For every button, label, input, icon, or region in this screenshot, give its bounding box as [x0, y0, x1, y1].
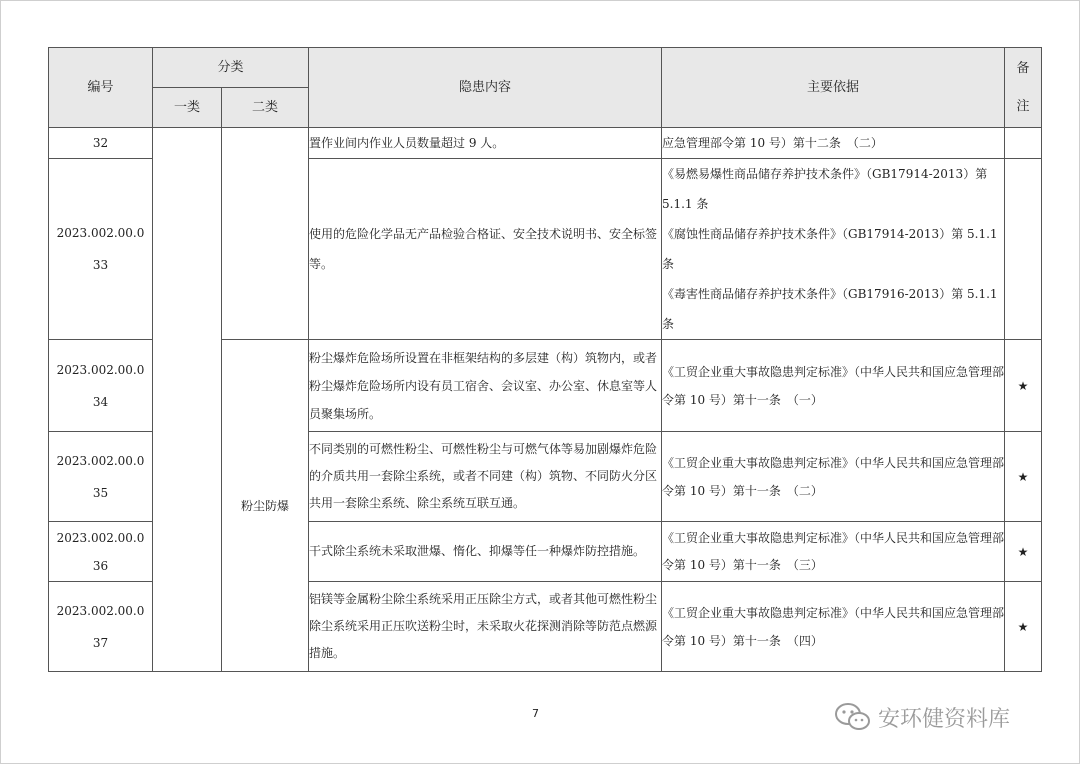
- row-content: 粉尘爆炸危险场所设置在非框架结构的多层建（构）筑物内，或者粉尘爆炸危险场所内设有员工宿舍、会议室、办公室、休息室等人员聚集场所。: [309, 340, 662, 432]
- row-content: 置作业间内作业人员数量超过 9 人。: [309, 128, 662, 159]
- row-basis: 《工贸企业重大事故隐患判定标准》（中华人民共和国应急管理部令第 10 号）第十一条 （二）: [662, 432, 1005, 522]
- header-cat2: 二类: [222, 88, 309, 128]
- hazard-table: [48, 47, 1042, 672]
- row-basis: 应急管理部令第 10 号）第十二条 （二）: [662, 128, 1005, 159]
- header-content: 隐患内容: [309, 48, 662, 128]
- cat2-dust-explosion: 粉尘防爆: [222, 340, 309, 672]
- row-id: 2023.002.00.0 34: [49, 340, 153, 432]
- header-cat1: 一类: [153, 88, 222, 128]
- cat2-cell-empty: [222, 128, 309, 340]
- header-category: 分类: [153, 48, 309, 88]
- wechat-icon: [834, 701, 872, 733]
- row-id: 2023.002.00.0 33: [49, 159, 153, 340]
- row-basis: 《易燃易爆性商品储存养护技术条件》（GB17914-2013）第 5.1.1 条 《腐蚀性商品储存养护技术条件》（GB17914-2013）第 5.1.1 条 《毒害性商品储存养护技术条件》（GB17916-2013）第 5.1.1 条: [662, 159, 1005, 340]
- row-remark: ★: [1005, 340, 1042, 432]
- row-remark: [1005, 159, 1042, 340]
- row-content: 干式除尘系统未采取泄爆、惰化、抑爆等任一种爆炸防控措施。: [309, 522, 662, 582]
- row-remark: ★: [1005, 432, 1042, 522]
- cat1-cell: [153, 128, 222, 672]
- row-id: 2023.002.00.0 35: [49, 432, 153, 522]
- page-number: 7: [532, 707, 539, 720]
- row-content: 使用的危险化学品无产品检验合格证、安全技术说明书、安全标签等。: [309, 159, 662, 340]
- row-basis: 《工贸企业重大事故隐患判定标准》（中华人民共和国应急管理部令第 10 号）第十一条 （四）: [662, 582, 1005, 672]
- row-content: 铝镁等金属粉尘除尘系统采用正压除尘方式，或者其他可燃性粉尘除尘系统采用正压吹送粉尘时，未采取火花探测消除等防范点燃源措施。: [309, 582, 662, 672]
- row-id: 2023.002.00.0 37: [49, 582, 153, 672]
- header-remark: 备注: [1005, 48, 1042, 128]
- row-remark: ★: [1005, 522, 1042, 582]
- table-row: [49, 128, 1042, 159]
- row-id: 2023.002.00.0 36: [49, 522, 153, 582]
- row-content: 不同类别的可燃性粉尘、可燃性粉尘与可燃气体等易加剧爆炸危险的介质共用一套除尘系统，或者不同建（构）筑物、不同防火分区共用一套除尘系统、除尘系统互联互通。: [309, 432, 662, 522]
- watermark: [834, 701, 1010, 733]
- header-number: 编号: [49, 48, 153, 128]
- row-remark: ★: [1005, 582, 1042, 672]
- row-remark: [1005, 128, 1042, 159]
- watermark-text: 安环健资料库: [878, 706, 1011, 732]
- header-basis: 主要依据: [662, 48, 1005, 128]
- row-basis: 《工贸企业重大事故隐患判定标准》（中华人民共和国应急管理部令第 10 号）第十一条 （一）: [662, 340, 1005, 432]
- row-basis: 《工贸企业重大事故隐患判定标准》（中华人民共和国应急管理部令第 10 号）第十一条 （三）: [662, 522, 1005, 582]
- row-id: 32: [49, 128, 153, 159]
